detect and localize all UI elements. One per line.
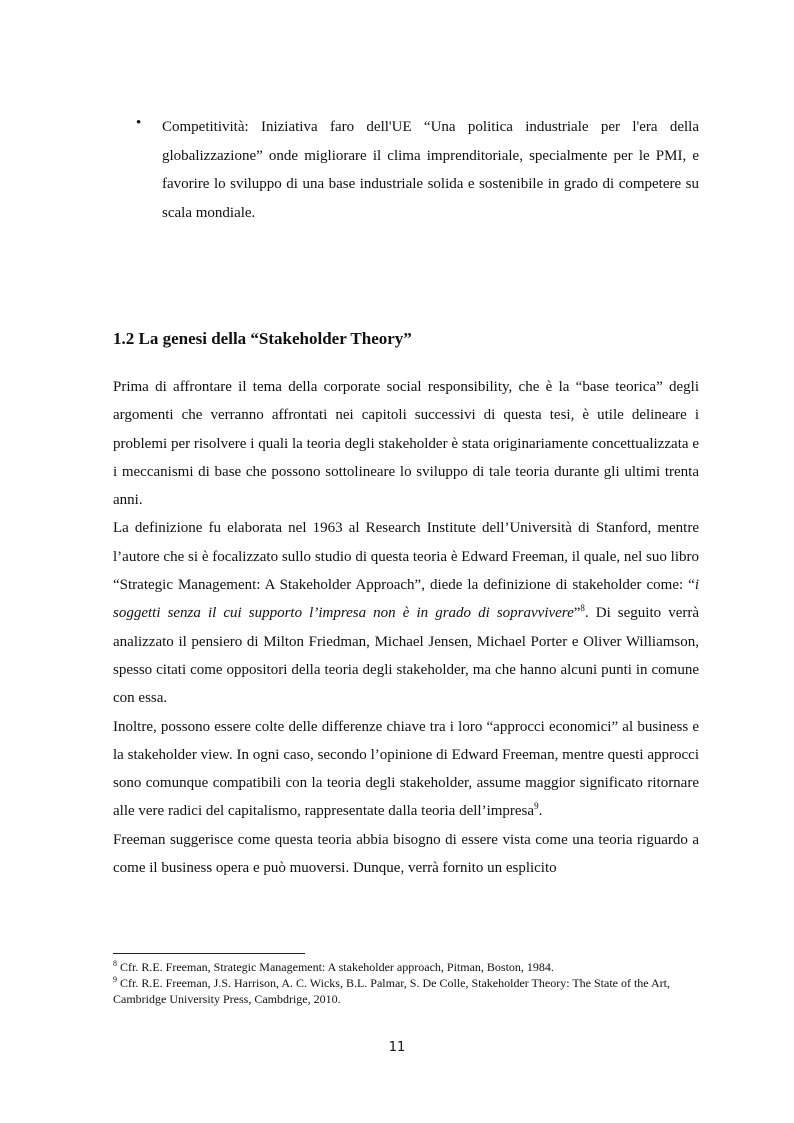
footnote-text: Cfr. R.E. Freeman, Strategic Management: A stakeholder approach, Pitman, Boston, 1984. — [117, 960, 554, 974]
paragraph-4: Freeman suggerisce come questa teoria abbia bisogno di essere vista come una teoria riguardo a come il business opera e può muoversi. Dunque, verrà fornito un esplicito — [113, 831, 699, 877]
quote-close-mark: ” — [573, 605, 581, 622]
footnotes — [113, 959, 699, 1007]
footnote-separator — [113, 953, 305, 954]
bullet-text: Competitività: Iniziativa faro dell'UE “Una politica industriale per l'era della globalizzazione” onde migliorare il clima imprenditoriale, specialmente per le PMI, e favorire lo sviluppo di una base industriale solida e sostenibile in grado di competere su scala mondiale. — [162, 119, 699, 221]
section-heading: 1.2 La genesi della “Stakeholder Theory” — [113, 329, 412, 348]
paragraph-2-text-end: . Di seguito verrà analizzato il pensiero di Milton Friedman, Michael Jensen, Michael Porter e Oliver Williamson, spesso citati come oppositori della teoria degli stakeholder, ma che hanno alcuni punti in comune con essa. — [113, 605, 700, 707]
paragraph-1: Prima di affrontare il tema della corporate social responsibility, che è la “base teorica” degli argomenti che verranno affrontati nei capitoli successivi di questa tesi, è utile delineare i problemi per risolvere i quali la teoria degli stakeholder è stata originariamente concettualizzata e i meccanismi di base che possono sottolineare lo sviluppo di tale teoria durante gli ultimi trenta anni. — [113, 379, 699, 509]
stakeholder-definition-quote: i soggetti senza il cui supporto l’impresa non è in grado di sopravvivere — [113, 577, 699, 622]
footnote-8 — [113, 959, 699, 975]
paragraph-2 — [113, 514, 699, 712]
footnote-ref-9[interactable]: 9 — [534, 801, 539, 812]
footnote-text: Cfr. R.E. Freeman, J.S. Harrison, A. C. Wicks, B.L. Palmar, S. De Colle, Stakeholder Theory: The State of the Art, Cambridge University Press, Cambdrige, 2010. — [113, 976, 670, 1006]
bullet-list-item — [136, 113, 699, 227]
footnote-ref-8[interactable]: 8 — [580, 603, 585, 614]
footnote-number: 8 — [113, 959, 117, 968]
paragraph-3-text-end: . — [538, 803, 543, 820]
paragraph-3 — [113, 713, 699, 826]
footnote-9 — [113, 975, 699, 1007]
body-text — [113, 373, 699, 882]
page-number: 11 — [388, 1040, 406, 1055]
bullet-icon: • — [136, 115, 142, 131]
footnote-number: 9 — [113, 975, 117, 984]
paragraph-3-text: Inoltre, possono essere colte delle differenze chiave tra i loro “approcci economici” al business e la stakeholder view. In ogni caso, secondo l’opinione di Edward Freeman, mentre questi approcci sono comunque compatibili con la teoria degli stakeholder, assume maggior significato ritornare alle vere radici del capitalismo, rappresentate dalla teoria dell’impresa — [113, 718, 699, 820]
paragraph-2-text-start: La definizione fu elaborata nel 1963 al Research Institute dell’Università di Stanford, mentre l’autore che si è focalizzato sullo studio di questa teoria è Edward Freeman, il quale, nel suo libro “Strategic Management: A Stakeholder Approach”, diede la definizione di stakeholder come: “ — [113, 520, 699, 594]
